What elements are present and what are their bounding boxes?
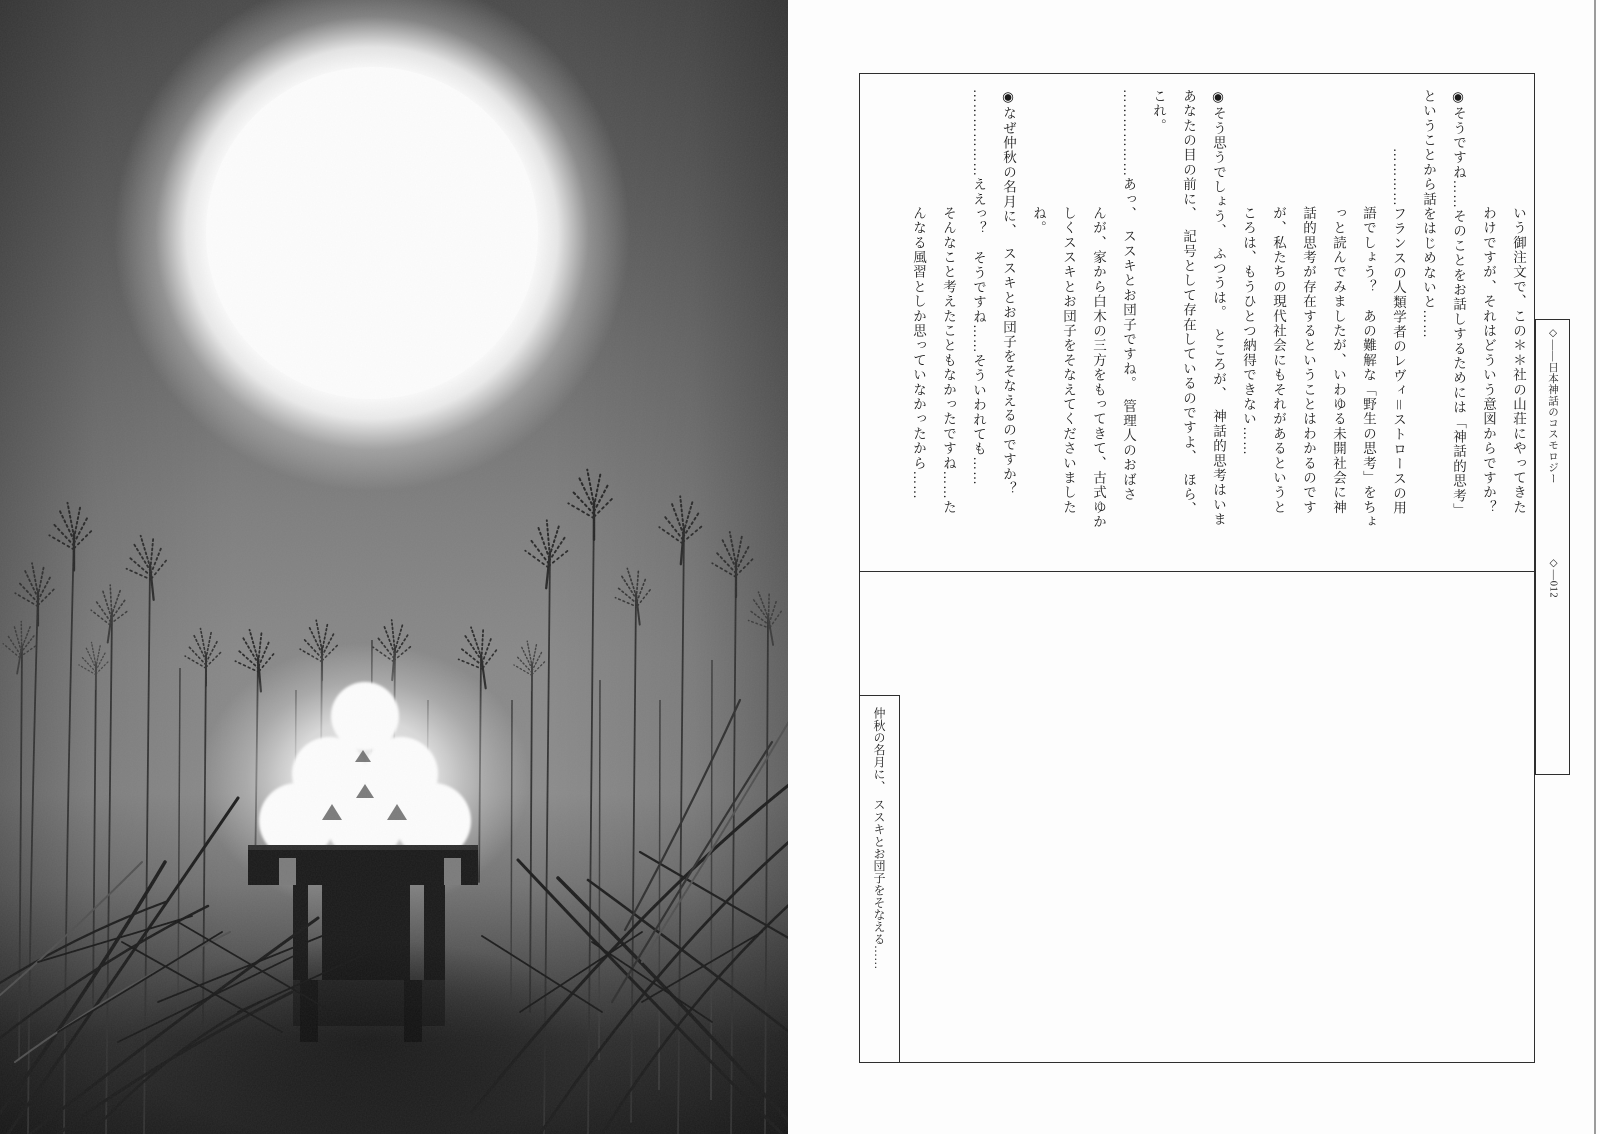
dialogue-column: しくススキとお団子をそなえてくださいました <box>1061 206 1076 515</box>
dialogue-column: ◉なぜ仲秋の名月に、 ススキとお団子をそなえるのですか？ <box>1001 89 1016 497</box>
dialogue-column: ね。 <box>1031 206 1046 236</box>
dialogue-column: いう御注文で、この＊＊社の山荘にやってきた <box>1511 206 1526 515</box>
sidebar-caption: 仲秋の名月に、 ススキとお団子をそなえる…… <box>872 707 886 970</box>
dialogue-column: ころは、もうひとつ納得できない…… <box>1241 206 1256 456</box>
tsukimi-illustration <box>0 0 788 1134</box>
dialogue-column: 話的思考が存在するということはわかるのです <box>1301 206 1316 515</box>
frame-divider <box>860 571 1534 572</box>
dialogue-column: …………フランスの人類学者のレヴィ＝ストロースの用 <box>1391 148 1406 516</box>
running-title: ◇——日本神話のコスモロジー <box>1547 327 1558 484</box>
text-page <box>788 0 1600 1134</box>
dialogue-column: あなたの目の前に、 記号として存在しているのですよ、 ほら、 <box>1181 89 1196 517</box>
dialogue-column: ◉そうですね……そのことをお話しするためには「神話的思考」 <box>1451 89 1466 518</box>
page-edge <box>1594 0 1596 1134</box>
dialogue-column: 語でしょう？ あの難解な「野生の思考」をちょ <box>1361 206 1376 530</box>
edge-tab <box>1535 319 1570 775</box>
dialogue-columns <box>860 74 1534 571</box>
page-number: ◇—012 <box>1547 557 1559 599</box>
dialogue-column: ………………ええっ？ そうですね……そういわれても…… <box>971 89 986 486</box>
text-frame <box>859 73 1535 1063</box>
dialogue-column: これ。 <box>1151 89 1166 134</box>
dialogue-column: んが、家から白木の三方をもってきて、古式ゆか <box>1091 206 1106 530</box>
dialogue-column: ………………あっ、 ススキとお団子ですね。 管理人のおばさ <box>1121 89 1136 502</box>
illustration-canvas <box>0 0 788 1134</box>
dialogue-column: んなる風習としか思っていなかったから…… <box>911 206 926 500</box>
dialogue-column: わけですが、それはどういう意図からですか？ <box>1481 206 1496 515</box>
dialogue-column: が、私たちの現代社会にもそれがあるというと <box>1271 206 1286 515</box>
dialogue-column: そんなこと考えたこともなかったですね……た <box>941 206 956 515</box>
sidebar-caption-box <box>860 695 900 1063</box>
film-grain <box>0 0 788 1134</box>
dialogue-column: ◉そう思うでしょう、 ふつうは。 ところが、 神話的思考はいま <box>1211 89 1226 527</box>
dialogue-column: ということから話をはじめないと…… <box>1421 89 1436 339</box>
dialogue-column: っと読んでみましたが、いわゆる未開社会に神 <box>1331 206 1346 515</box>
